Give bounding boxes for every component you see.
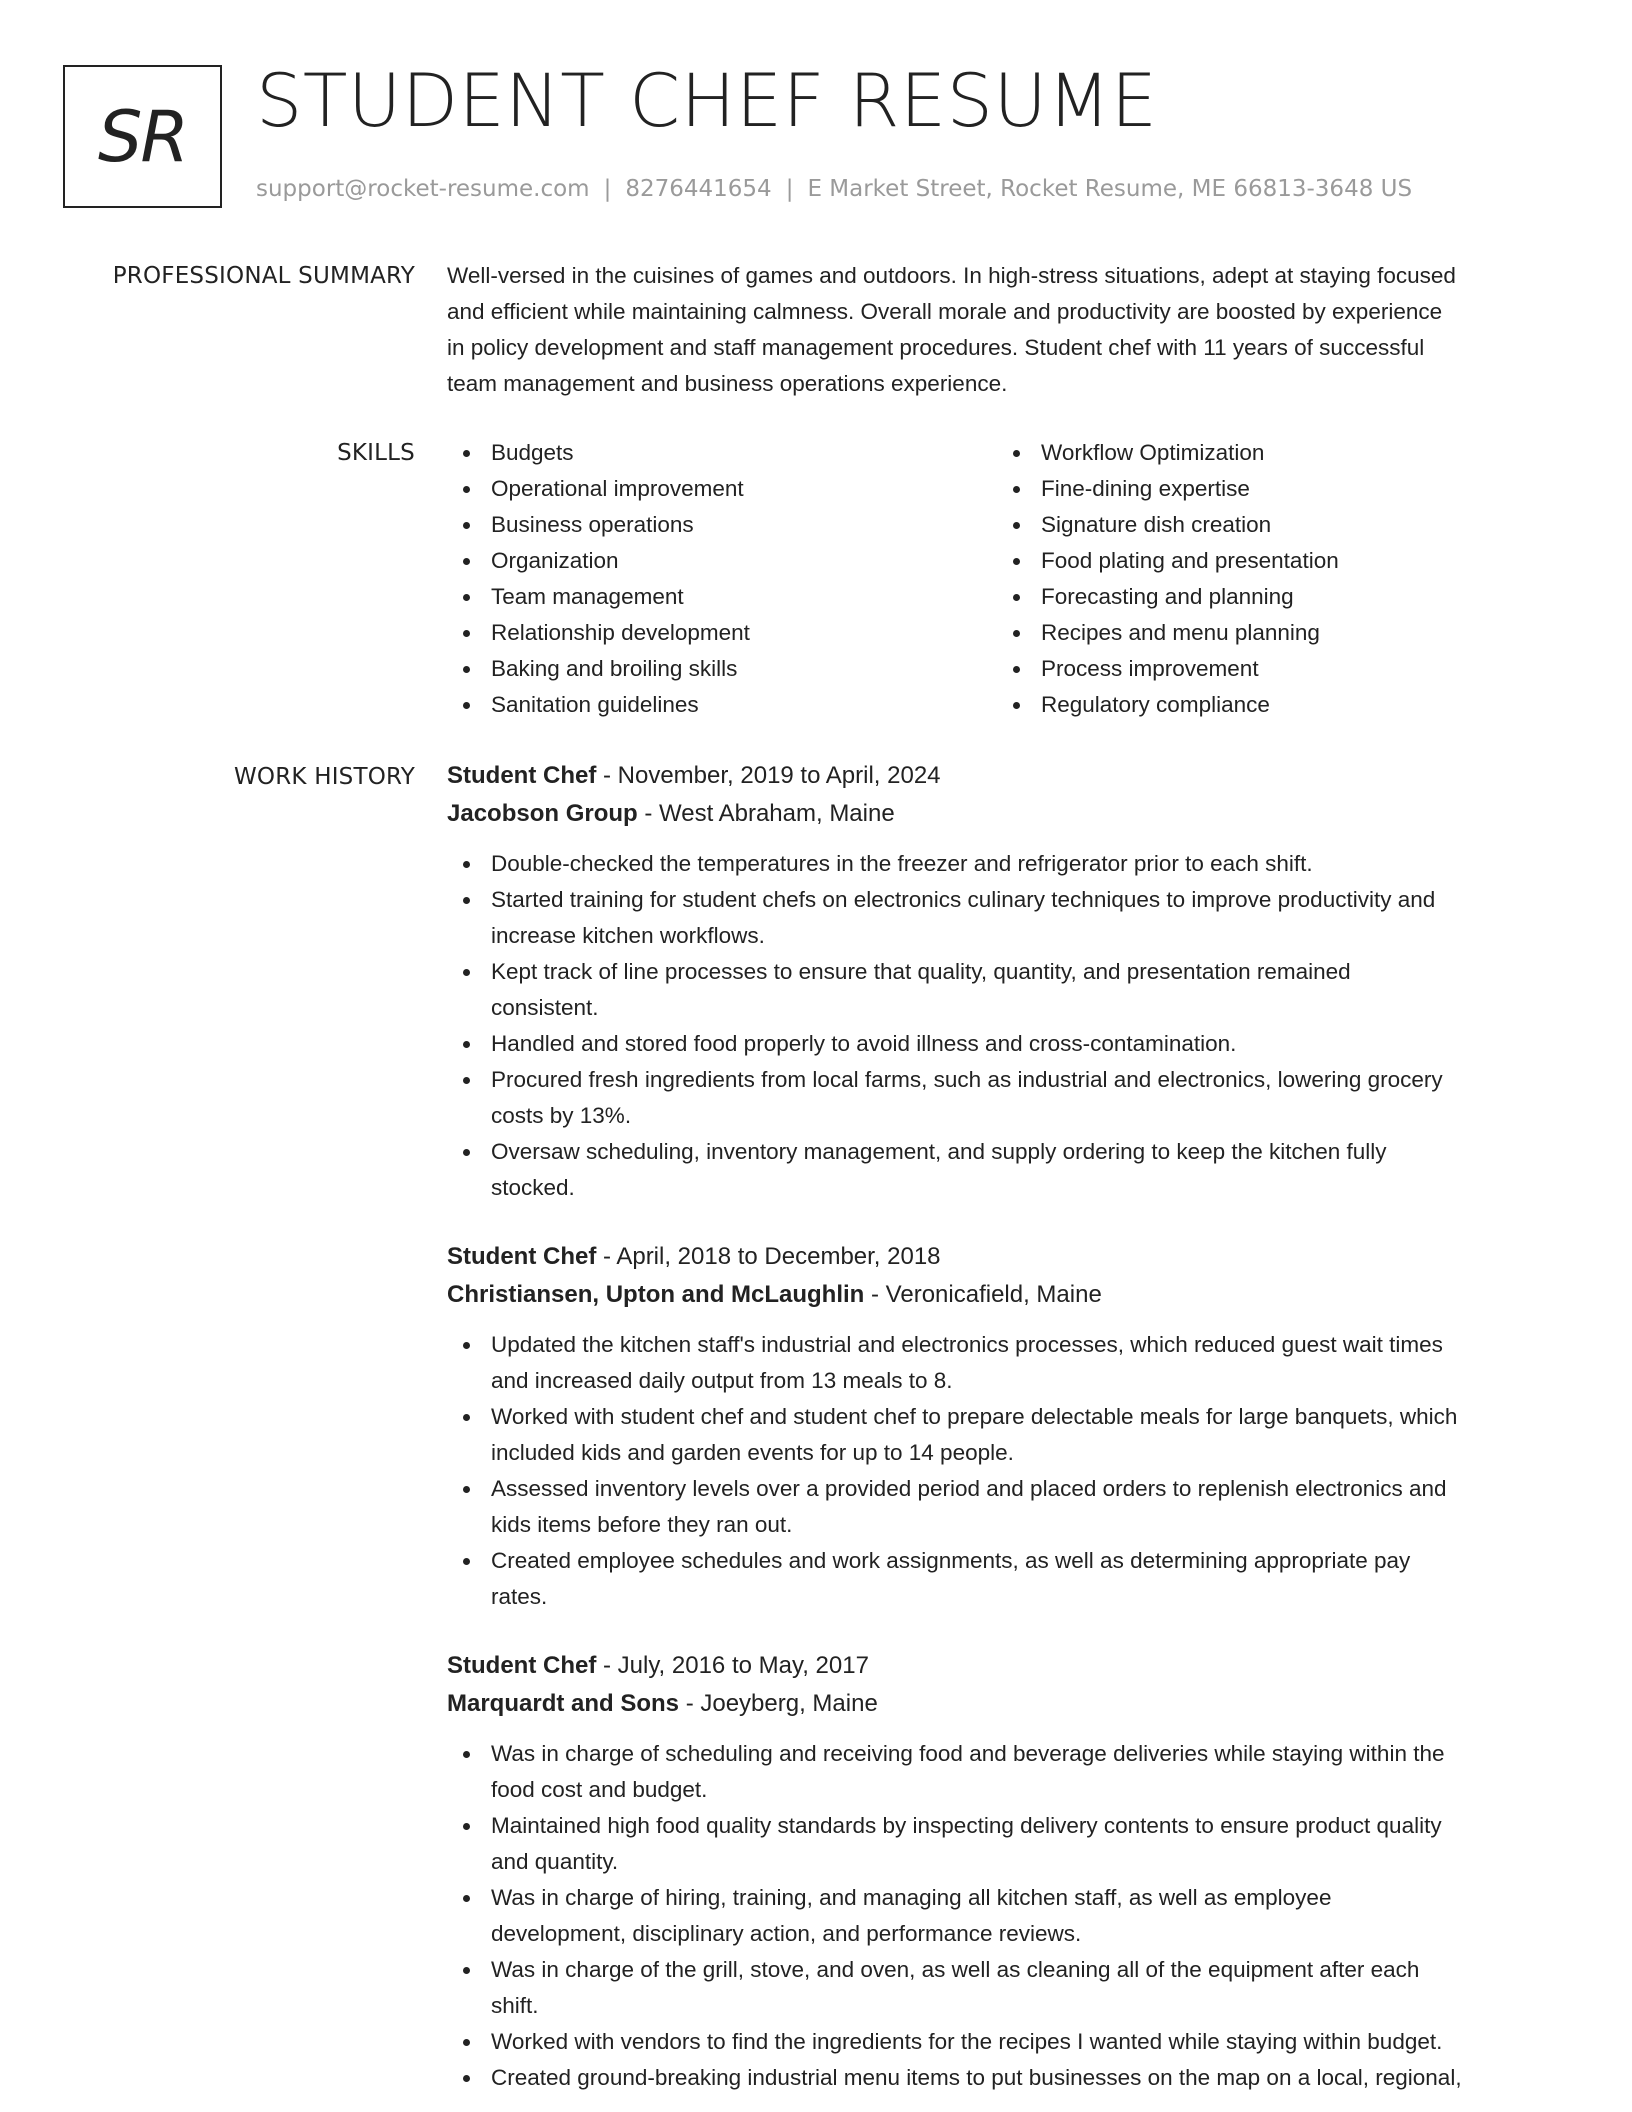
job-location: - Veronicafield, Maine [864,1281,1102,1308]
duty-line: and increased daily output from 13 meals to 8. [491,1368,953,1393]
duty-line: stocked. [491,1175,575,1200]
job-duty [447,1736,1573,1808]
skill-item: Team management [447,579,997,615]
duty-line: Kept track of line processes to ensure that quality, quantity, and presentation remained [491,959,1351,984]
skill-item: Sanitation guidelines [447,687,997,723]
job-entry [447,1238,1573,1615]
job-title: Student Chef [447,1652,597,1679]
job-location: - Joeyberg, Maine [679,1690,878,1717]
skill-item: Business operations [447,507,997,543]
job-duty [447,846,1573,882]
job-duty [447,1327,1573,1399]
duty-line: Procured fresh ingredients from local farms, such as industrial and electronics, lowering grocery [491,1067,1443,1092]
skill-item: Organization [447,543,997,579]
skills-heading: SKILLS [337,440,415,466]
duty-line: Updated the kitchen staff's industrial and electronics processes, which reduced guest wait times [491,1332,1443,1357]
contact-address: E Market Street, Rocket Resume, ME 66813-3648 US [807,176,1413,202]
skill-item: Regulatory compliance [997,687,1547,723]
duty-line: Was in charge of scheduling and receiving food and beverage deliveries while staying within the [491,1741,1445,1766]
contact-separator: | [785,176,794,202]
duty-line: Worked with vendors to find the ingredients for the recipes I wanted while staying within budget. [491,2029,1443,2054]
job-title-line [447,757,1573,795]
skill-item: Process improvement [997,651,1547,687]
duty-line: Created ground-breaking industrial menu items to put businesses on the map on a local, regional, [491,2065,1462,2090]
summary-line: and efficient while maintaining calmness. Overall morale and productivity are boosted by experience [447,299,1443,324]
resume-header [63,59,1573,213]
duty-line: shift. [491,1993,539,2018]
duty-line: and quantity. [491,1849,619,1874]
job-title: Student Chef [447,1243,597,1270]
job-title-line [447,1238,1573,1276]
duty-line: Created employee schedules and work assignments, as well as determining appropriate pay [491,1548,1411,1573]
job-duty [447,1952,1573,2024]
duty-line: Assessed inventory levels over a provided period and placed orders to replenish electronics and [491,1476,1447,1501]
job-duty [447,1399,1573,1471]
job-dates: - November, 2019 to April, 2024 [596,762,941,789]
skill-item: Forecasting and planning [997,579,1547,615]
contact-separator: | [603,176,612,202]
job-duty [447,954,1573,1026]
work-history-body [447,757,1573,2112]
summary-line: team management and business operations experience. [447,371,1008,396]
skill-item: Budgets [447,435,997,471]
duty-line: rates. [491,1584,548,1609]
job-company-line [447,795,1573,833]
job-duty [447,1880,1573,1952]
job-company: Marquardt and Sons [447,1690,680,1717]
duty-line: Was in charge of hiring, training, and managing all kitchen staff, as well as employee [491,1885,1332,1910]
skill-item: Relationship development [447,615,997,651]
job-company: Jacobson Group [447,800,638,827]
duty-line: increase kitchen workflows. [491,923,765,948]
job-duties [447,1736,1573,2096]
duty-line: Maintained high food quality standards by inspecting delivery contents to ensure product quality [491,1813,1442,1838]
skill-item: Food plating and presentation [997,543,1547,579]
skills-list-right [997,435,1547,723]
duty-line: consistent. [491,995,599,1020]
duty-line: kids items before they ran out. [491,1512,793,1537]
contact-phone: 8276441654 [625,176,772,202]
job-duty [447,1808,1573,1880]
summary-heading: PROFESSIONAL SUMMARY [112,263,415,289]
job-duty [447,2060,1573,2096]
job-title-line [447,1647,1573,1685]
skills-list-left [447,435,997,723]
duty-line: Oversaw scheduling, inventory management, and supply ordering to keep the kitchen fully [491,1139,1387,1164]
monogram-logo: SR [63,65,222,208]
duty-line: Worked with student chef and student chef to prepare delectable meals for large banquets, which [491,1404,1458,1429]
duty-line: Double-checked the temperatures in the freezer and refrigerator prior to each shift. [491,851,1313,876]
job-location: - West Abraham, Maine [637,800,895,827]
work-history-heading: WORK HISTORY [233,764,415,790]
summary-line: in policy development and staff management procedures. Student chef with 11 years of successful [447,335,1425,360]
job-duty [447,1471,1573,1543]
summary-text [447,258,1573,402]
duty-line: Handled and stored food properly to avoid illness and cross-contamination. [491,1031,1237,1056]
skills-columns [447,435,1573,723]
job-duty [447,1062,1573,1134]
skill-item: Fine-dining expertise [997,471,1547,507]
summary-line: Well-versed in the cuisines of games and outdoors. In high-stress situations, adept at staying focused [447,263,1456,288]
job-duty [447,1026,1573,1062]
job-entry [447,757,1573,1206]
job-duty [447,1134,1573,1206]
job-company: Christiansen, Upton and McLaughlin [447,1281,865,1308]
skill-item: Baking and broiling skills [447,651,997,687]
job-duty [447,882,1573,954]
skill-item: Recipes and menu planning [997,615,1547,651]
job-company-line [447,1276,1573,1314]
duty-line: Started training for student chefs on electronics culinary techniques to improve productivity and [491,887,1436,912]
job-duty [447,2024,1573,2060]
job-title: Student Chef [447,762,597,789]
job-duties [447,1327,1573,1615]
job-duties [447,846,1573,1206]
skill-item: Workflow Optimization [997,435,1547,471]
duty-line: Was in charge of the grill, stove, and oven, as well as cleaning all of the equipment after each [491,1957,1420,1982]
duty-line: development, disciplinary action, and performance reviews. [491,1921,1082,1946]
job-duty [447,1543,1573,1615]
contact-email: support@rocket-resume.com [256,176,590,202]
contact-line [256,174,1412,204]
job-dates: - April, 2018 to December, 2018 [596,1243,941,1270]
duty-line: costs by 13%. [491,1103,632,1128]
skill-item: Signature dish creation [997,507,1547,543]
job-dates: - July, 2016 to May, 2017 [596,1652,869,1679]
skill-item: Operational improvement [447,471,997,507]
page-title: STUDENT CHEF RESUME [256,59,1158,144]
duty-line: food cost and budget. [491,1777,708,1802]
duty-line: included kids and garden events for up to 14 people. [491,1440,1014,1465]
job-company-line [447,1685,1573,1723]
job-entry [447,1647,1573,2096]
